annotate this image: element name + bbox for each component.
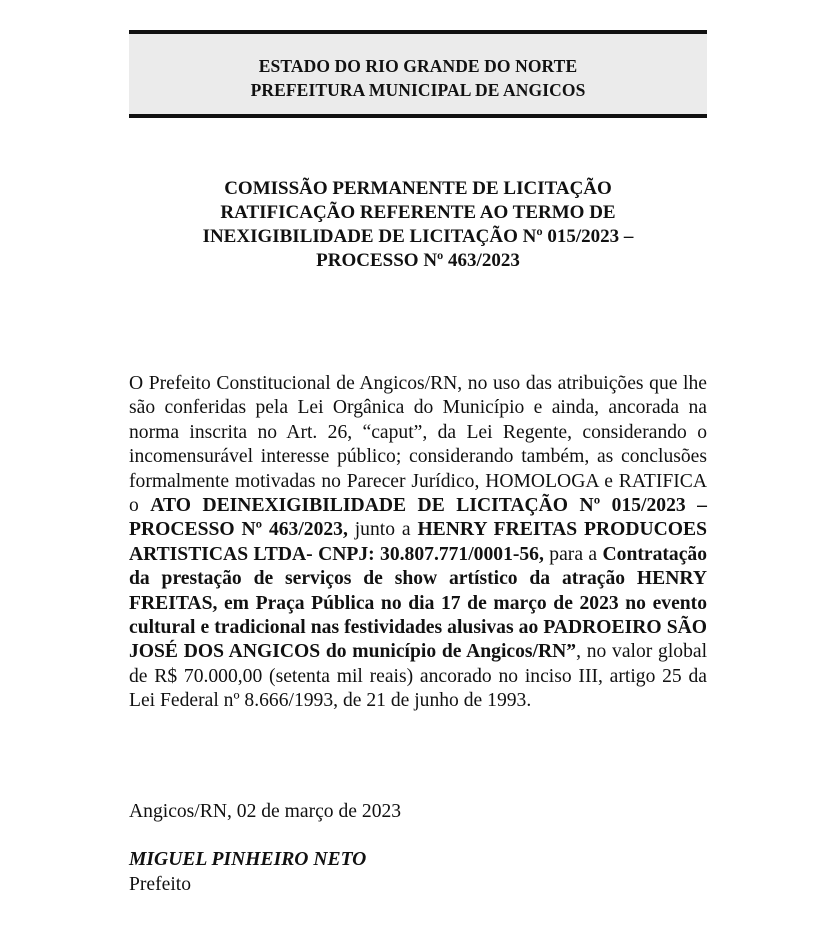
body-text-part-4: , no valor global de R$ 70.000,00 (setenta mil reais) ancorado no inciso III, artigo 25 da Lei Federal nº 8.666/1993, de 21 de junho de 1993. — [129, 641, 708, 712]
municipality-name: PREFEITURA MUNICIPAL DE ANGICOS — [250, 80, 586, 100]
document-title — [129, 177, 707, 273]
body-text-part-1: O Prefeito Constitucional de Angicos/RN, no uso das atribuições que lhe são conferidas pela Lei Orgânica do Município e ainda, ancorada na norma inscrita no Art. 26, “caput”, da Lei Regente, considerando o incomensurável interesse público; considerando também, as conclusões formalmente motivadas no Parecer Jurídico, HOMOLOGA e RATIFICA o — [129, 373, 707, 517]
title-line-4: PROCESSO Nº 463/2023 — [316, 250, 520, 271]
body-bold-company: HENRY FREITAS PRODUCOES ARTISTICAS LTDA- CNPJ: 30.807.771/0001-56, — [129, 519, 707, 565]
state-name: ESTADO DO RIO GRANDE DO NORTE — [258, 56, 578, 76]
place-and-date: Angicos/RN, 02 de março de 2023 — [129, 801, 402, 822]
title-line-3: INEXIGIBILIDADE DE LICITAÇÃO Nº 015/2023 – — [202, 226, 634, 247]
signer-role: Prefeito — [129, 874, 192, 895]
ratification-paragraph — [129, 372, 707, 714]
body-text-part-3: para a — [543, 543, 603, 565]
body-bold-object: Contratação da prestação de serviços de show artístico da atração HENRY FREITAS, em Praça Pública no dia 17 de março de 2023 no evento cultural e tradicional nas festividades alusivas ao PADROEIRO SÃO JOSÉ DOS ANGICOS do município de Angicos/RN” — [129, 543, 707, 663]
title-line-1: COMISSÃO PERMANENTE DE LICITAÇÃO — [224, 178, 612, 199]
title-line-2: RATIFICAÇÃO REFERENTE AO TERMO DE — [220, 202, 616, 223]
signer-name: MIGUEL PINHEIRO NETO — [129, 849, 367, 870]
document-header — [129, 30, 707, 118]
body-bold-act: ATO DEINEXIGIBILIDADE DE LICITAÇÃO Nº 015/2023 – PROCESSO Nº 463/2023, — [129, 495, 707, 541]
body-text-part-2: junto a — [347, 519, 418, 541]
